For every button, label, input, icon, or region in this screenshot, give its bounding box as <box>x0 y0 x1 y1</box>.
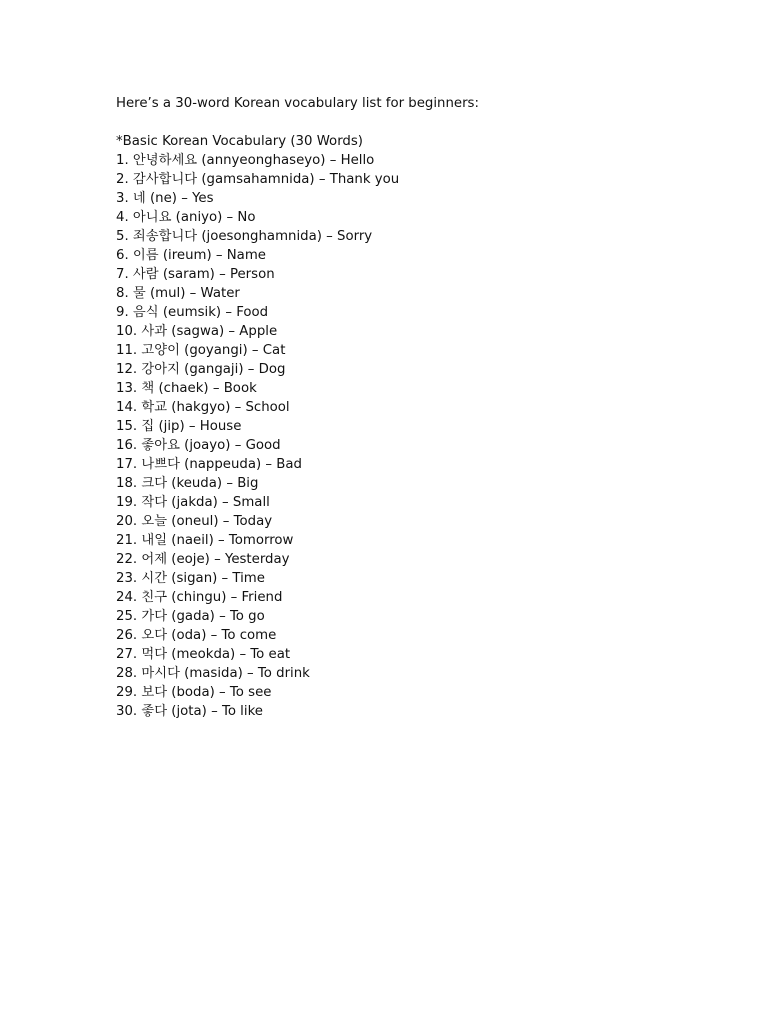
list-item: 12. 강아지 (gangaji) – Dog <box>116 362 286 377</box>
list-item: 10. 사과 (sagwa) – Apple <box>116 324 278 339</box>
list-item: 2. 감사합니다 (gamsahamnida) – Thank you <box>116 172 400 187</box>
list-item: 6. 이름 (ireum) – Name <box>116 248 266 263</box>
list-item: 27. 먹다 (meokda) – To eat <box>116 647 291 662</box>
list-item: 22. 어제 (eoje) – Yesterday <box>116 552 290 567</box>
list-item: 25. 가다 (gada) – To go <box>116 609 265 624</box>
blank-line <box>116 113 716 132</box>
list-item: 17. 나쁘다 (nappeuda) – Bad <box>116 457 302 472</box>
list-item: 3. 네 (ne) – Yes <box>116 191 214 206</box>
document-body <box>116 94 716 721</box>
list-item: 1. 안녕하세요 (annyeonghaseyo) – Hello <box>116 153 375 168</box>
list-item: 7. 사람 (saram) – Person <box>116 267 275 282</box>
list-item: 26. 오다 (oda) – To come <box>116 628 277 643</box>
list-item: 8. 물 (mul) – Water <box>116 286 240 301</box>
list-item: 18. 크다 (keuda) – Big <box>116 476 259 491</box>
list-item: 4. 아니요 (aniyo) – No <box>116 210 256 225</box>
list-item: 5. 죄송합니다 (joesonghamnida) – Sorry <box>116 229 373 244</box>
list-item: 9. 음식 (eumsik) – Food <box>116 305 269 320</box>
list-item: 23. 시간 (sigan) – Time <box>116 571 265 586</box>
intro-text: Here’s a 30-word Korean vocabulary list for beginners: <box>116 96 479 111</box>
list-item: 13. 책 (chaek) – Book <box>116 381 257 396</box>
list-item: 11. 고양이 (goyangi) – Cat <box>116 343 286 358</box>
list-item: 20. 오늘 (oneul) – Today <box>116 514 273 529</box>
list-item: 21. 내일 (naeil) – Tomorrow <box>116 533 294 548</box>
list-heading: *Basic Korean Vocabulary (30 Words) <box>116 134 363 149</box>
list-item: 28. 마시다 (masida) – To drink <box>116 666 310 681</box>
vocabulary-list <box>116 151 716 721</box>
list-item: 16. 좋아요 (joayo) – Good <box>116 438 281 453</box>
list-item: 24. 친구 (chingu) – Friend <box>116 590 283 605</box>
list-item: 15. 집 (jip) – House <box>116 419 242 434</box>
list-item: 30. 좋다 (jota) – To like <box>116 704 263 719</box>
list-item: 19. 작다 (jakda) – Small <box>116 495 270 510</box>
list-item: 14. 학교 (hakgyo) – School <box>116 400 290 415</box>
list-item: 29. 보다 (boda) – To see <box>116 685 272 700</box>
